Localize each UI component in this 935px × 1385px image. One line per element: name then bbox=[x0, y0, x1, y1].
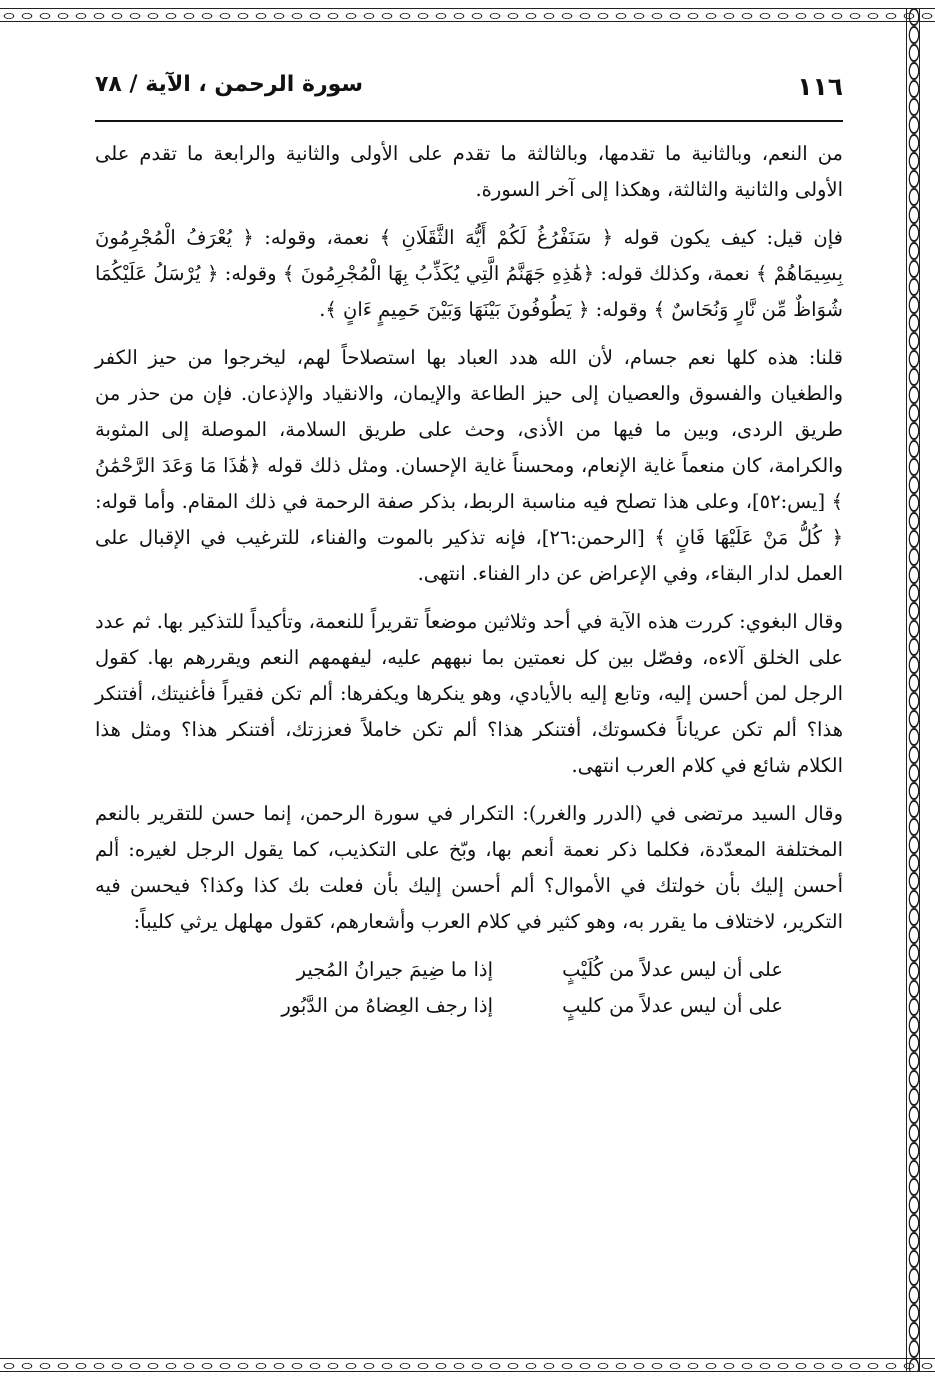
paragraph-baghawi: وقال البغوي: كررت هذه الآية في أحد وثلاثين موضعاً تقريراً للنعمة، وتأكيداً للتذكير بها. ثم عدد على الخلق آلاءه، وفصّل بين كل نعمتين بما نبههم عليه، ليفهمهم النعم ويقررهم بها. كقول الرجل لمن أحسن إليه، وتابع إليه بالأيادي، وهو ينكرها ويكفرها: ألم تكن فقيراً فأغنيتك، أفتنكر هذا؟ ألم تكن عرياناً فكسوتك، أفتنكر هذا؟ ألم تكن خاملاً فعززتك، أفتنكر هذا؟ ومثل هذا الكلام شائع في كلام العرب انتهى. bbox=[95, 610, 843, 777]
decorative-border-top bbox=[0, 8, 935, 22]
paragraph-answer: قلنا: هذه كلها نعم جسام، لأن الله هدد العباد بها استصلاحاً لهم، ليخرجوا من حيز الكفر والطغيان والفسوق والعصيان إلى حيز الطاعة والإيمان، والانقياد والإذعان. فإن من حذر من طريق الردى، وبين ما فيها من الأذى، وحث على طريق السلامة، الموصلة إلى المثوبة والكرامة، كان منعماً غاية الإنعام، ومحسناً غاية الإحسان. ومثل ذلك قوله ﴿هَٰذَا مَا وَعَدَ الرَّحْمَٰنُ ﴾ [يس:٥٢]، وعلى هذا تصلح فيه مناسبة الربط، بذكر صفة الرحمة في ذلك المقام. وأما قوله: ﴿ كُلُّ مَنْ عَلَيْهَا فَانٍ ﴾ [الرحمن:٢٦]، فإنه تذكير بالموت والفناء، للترغيب في الإقبال على العمل لدار البقاء، وفي الإعراض عن دار الفناء. انتهى. bbox=[95, 346, 844, 585]
paragraph-continuation: من النعم، وبالثانية ما تقدمها، وبالثالثة ما تقدم على الأولى والثانية والرابعة ما تقدم على الأولى والثانية والثالثة، وهكذا إلى آخر السورة. bbox=[95, 142, 843, 201]
page-body bbox=[95, 122, 843, 1024]
poem-first-hemistich: على أن ليس عدلاً من كُلَيْبٍ bbox=[562, 958, 783, 981]
book-page bbox=[95, 60, 843, 1340]
poem-second-hemistich: إذا ما ضِيمَ جيرانُ المُجير bbox=[296, 958, 493, 981]
decorative-border-bottom bbox=[0, 1358, 935, 1372]
poem-line bbox=[95, 952, 783, 988]
paragraph-murtada: وقال السيد مرتضى في (الدرر والغرر): التكرار في سورة الرحمن، إنما حسن للتقرير بالنعم المختلفة المعدّدة، فكلما ذكر نعمة أنعم بها، وبّخ على التكذيب، كما يقول الرجل لغيره: ألم أحسن إليك بأن خولتك في الأموال؟ ألم أحسن إليك بأن فعلت بك كذا وكذا؟ فيحسن فيه التكرير، لاختلاف ما يقرر به، وهو كثير في كلام العرب وأشعارهم، كقول مهلهل يرثي كليباً: bbox=[95, 802, 843, 933]
decorative-border-right bbox=[906, 8, 920, 1372]
running-title: سورة الرحمن ، الآية / ٧٨ bbox=[95, 72, 364, 97]
poem-first-hemistich: على أن ليس عدلاً من كليبٍ bbox=[562, 994, 783, 1017]
poem bbox=[95, 952, 843, 1024]
paragraph-question: فإن قيل: كيف يكون قوله ﴿ سَنَفْرُغُ لَكُمْ أَيُّهَ الثَّقَلَانِ ﴾ نعمة، وقوله: ﴿ يُعْرَفُ الْمُجْرِمُونَ بِسِيمَاهُمْ ﴾ نعمة، وكذلك قوله: ﴿هَٰذِهِ جَهَنَّمُ الَّتِي يُكَذِّبُ بِهَا الْمُجْرِمُونَ ﴾ وقوله: ﴿ يُرْسَلُ عَلَيْكُمَا شُوَاظٌ مِّن نَّارٍ وَنُحَاسٌ ﴾ وقوله: ﴿ يَطُوفُونَ بَيْنَهَا وَبَيْنَ حَمِيمٍ ءَانٍ ﴾. bbox=[95, 226, 843, 321]
page-header bbox=[95, 60, 843, 122]
poem-second-hemistich: إذا رجف العِضاهُ من الدَّبُور bbox=[281, 994, 493, 1017]
poem-line bbox=[95, 988, 783, 1024]
page-number: ١١٦ bbox=[797, 72, 843, 101]
